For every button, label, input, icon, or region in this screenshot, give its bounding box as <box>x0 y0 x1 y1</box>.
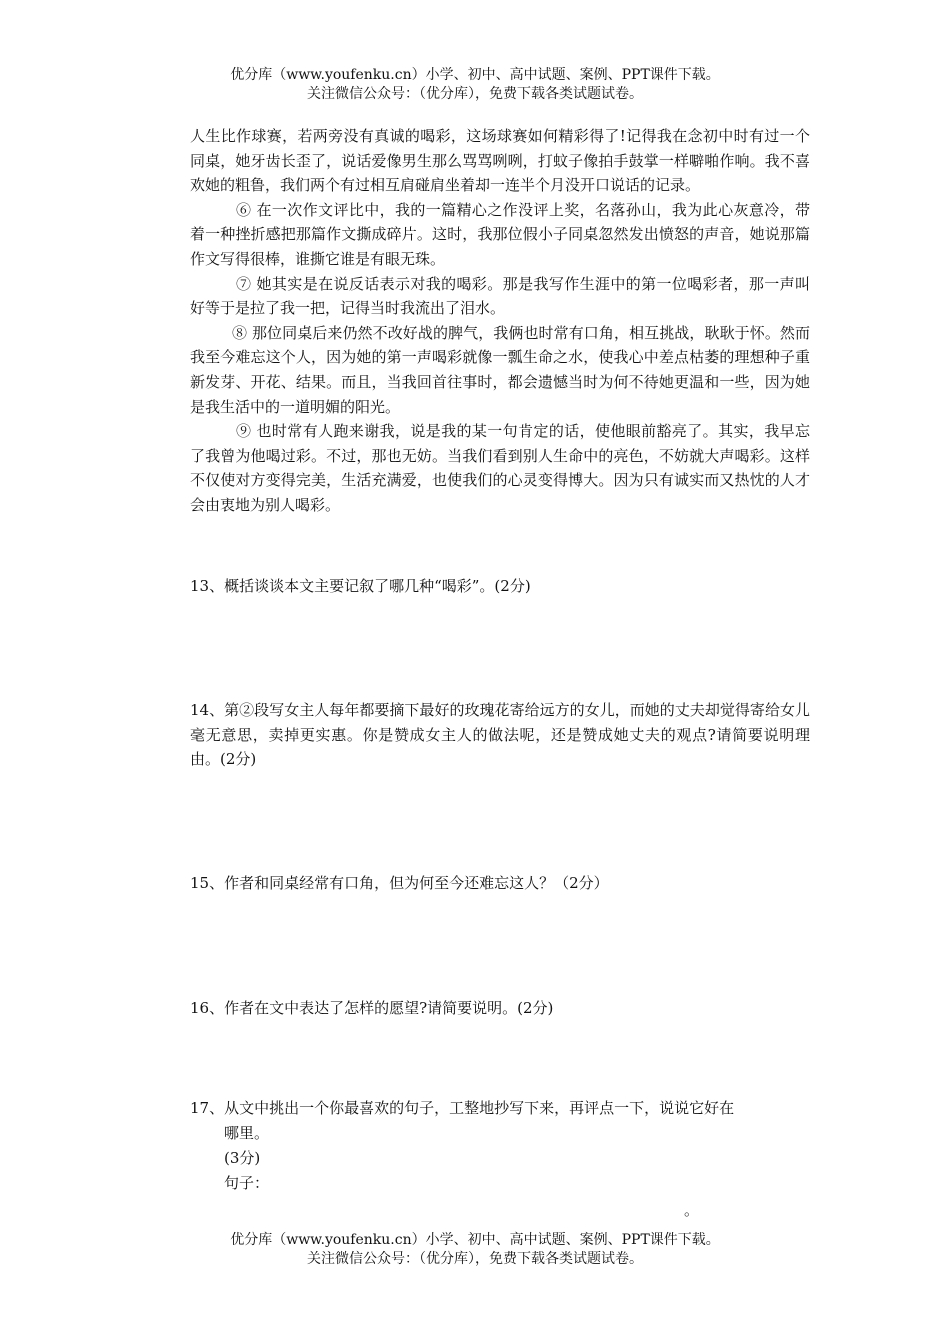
footer-line-2: 关注微信公众号：（优分库），免费下载各类试题试卷。 <box>307 1251 643 1267</box>
page-header <box>0 66 950 104</box>
header-line-2: 关注微信公众号：（优分库），免费下载各类试题试卷。 <box>307 86 643 102</box>
passage-paragraph-7: ⑦ 她其实是在说反话表示对我的喝彩。那是我写作生涯中的第一位喝彩者，那一声叫好等于是拉了我一把，记得当时我流出了泪水。 <box>190 274 810 318</box>
question-17-score: (3分) <box>224 1149 261 1167</box>
passage-paragraph-9: ⑨ 也时常有人跑来谢我，说是我的某一句肯定的话，使他眼前豁亮了。其实，我早忘了我曾为他喝过彩。不过，那也无妨。当我们看到别人生命中的亮色，不妨就大声喝彩。这样不仅使对方变得完美，生活充满爱，也使我们的心灵变得博大。因为只有诚实而又热忱的人才会由衷地为别人喝彩。 <box>190 422 810 514</box>
passage-paragraph-continued: 人生比作球赛，若两旁没有真诚的喝彩，这场球赛如何精彩得了!记得我在念初中时有过一个同桌，她牙齿长歪了，说话爱像男生那么骂骂咧咧，打蚊子像拍手鼓掌一样噼啪作响。我不喜欢她的粗鲁，我们两个有过相互肩碰肩坐着却一连半个月没开口说话的记录。 <box>190 127 810 195</box>
question-16: 16、作者在文中表达了怎样的愿望?请简要说明。(2分) <box>190 999 554 1017</box>
question-14: 14、第②段写女主人每年都要摘下最好的玫瑰花寄给远方的女儿，而她的丈夫却觉得寄给女儿毫无意思，卖掉更实惠。你是赞成女主人的做法呢，还是赞成她丈夫的观点?请简要说明理由。(2分) <box>190 701 810 769</box>
page-footer <box>0 1231 950 1269</box>
answer-end-mark: 。 <box>684 1201 700 1219</box>
question-17-continued: 哪里。 <box>224 1124 270 1142</box>
passage-paragraph-6: ⑥ 在一次作文评比中，我的一篇精心之作没评上奖，名落孙山，我为此心灰意冷，带着一种挫折感把那篇作文撕成碎片。这时，我那位假小子同桌忽然发出愤怒的声音，她说那篇作文写得很棒，谁撕它谁是有眼无珠。 <box>190 200 810 268</box>
question-17: 17、从文中挑出一个你最喜欢的句子，工整地抄写下来，再评点一下，说说它好在 <box>190 1099 735 1117</box>
question-13: 13、概括谈谈本文主要记叙了哪几种“喝彩”。(2分) <box>190 577 531 595</box>
passage-paragraph-8: ⑧ 那位同桌后来仍然不改好战的脾气，我俩也时常有口角，相互挑战，耿耿于怀。然而我至今难忘这个人，因为她的第一声喝彩就像一瓢生命之水，使我心中差点枯萎的理想种子重新发芽、开花、结果。而且，当我回首往事时，都会遗憾当时为何不待她更温和一些，因为她是我生活中的一道明媚的阳光。 <box>190 323 810 416</box>
header-line-1: 优分库（www.youfenku.cn）小学、初中、高中试题、案例、PPT课件下载。 <box>230 67 720 83</box>
question-15: 15、作者和同桌经常有口角，但为何至今还难忘这人？（2分） <box>190 874 609 892</box>
reading-passage <box>190 124 810 518</box>
footer-line-1: 优分库（www.youfenku.cn）小学、初中、高中试题、案例、PPT课件下载。 <box>230 1232 720 1248</box>
question-17-sentence-label: 句子： <box>224 1174 270 1192</box>
